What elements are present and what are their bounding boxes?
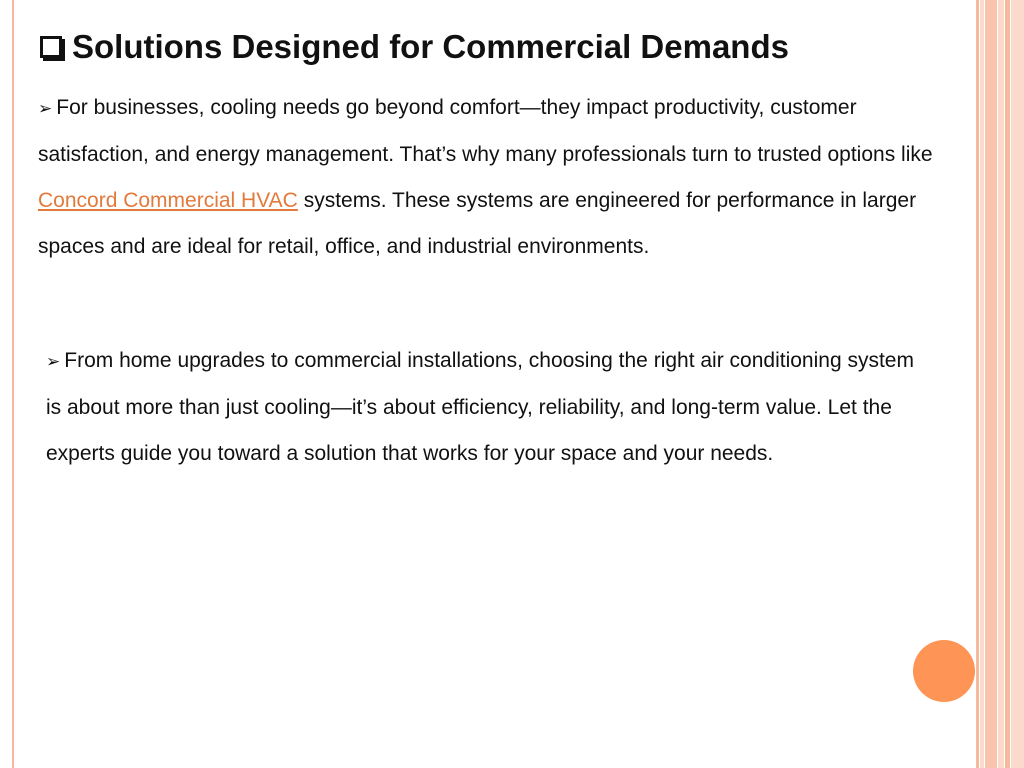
stripe [985,0,997,768]
stripe [976,0,979,768]
right-decorative-stripes [976,0,1024,768]
paragraph-text: From home upgrades to commercial installations, choosing the right air conditioning system is about more than just cooling—it’s about efficiency, reliability, and long-term value. Let the experts guide you toward a solution that works for your space and your needs. [46,349,914,465]
stripe [1011,0,1024,768]
stripe [998,0,1004,768]
stripe [1005,0,1010,768]
orange-circle-decoration [913,640,975,702]
arrow-right-icon: ➢ [46,352,61,371]
bullet-paragraph-1 [38,85,938,270]
stripe [980,0,984,768]
slide-title [38,28,938,66]
slide-title-text: Solutions Designed for Commercial Demands [72,28,789,65]
checkbox-square-icon [40,36,62,58]
paragraph-text: systems. These systems are engineered for performance in larger spaces and are ideal for retail, office, and industrial environments. [38,189,917,258]
concord-commercial-hvac-link[interactable]: Concord Commercial HVAC [38,189,298,212]
arrow-right-icon: ➢ [38,99,53,118]
paragraph-text: For businesses, cooling needs go beyond comfort—they impact productivity, customer satisfaction, and energy management. That’s why many professionals turn to trusted options like [38,96,933,166]
left-border-line [12,0,14,768]
bullet-paragraph-2 [46,338,926,477]
